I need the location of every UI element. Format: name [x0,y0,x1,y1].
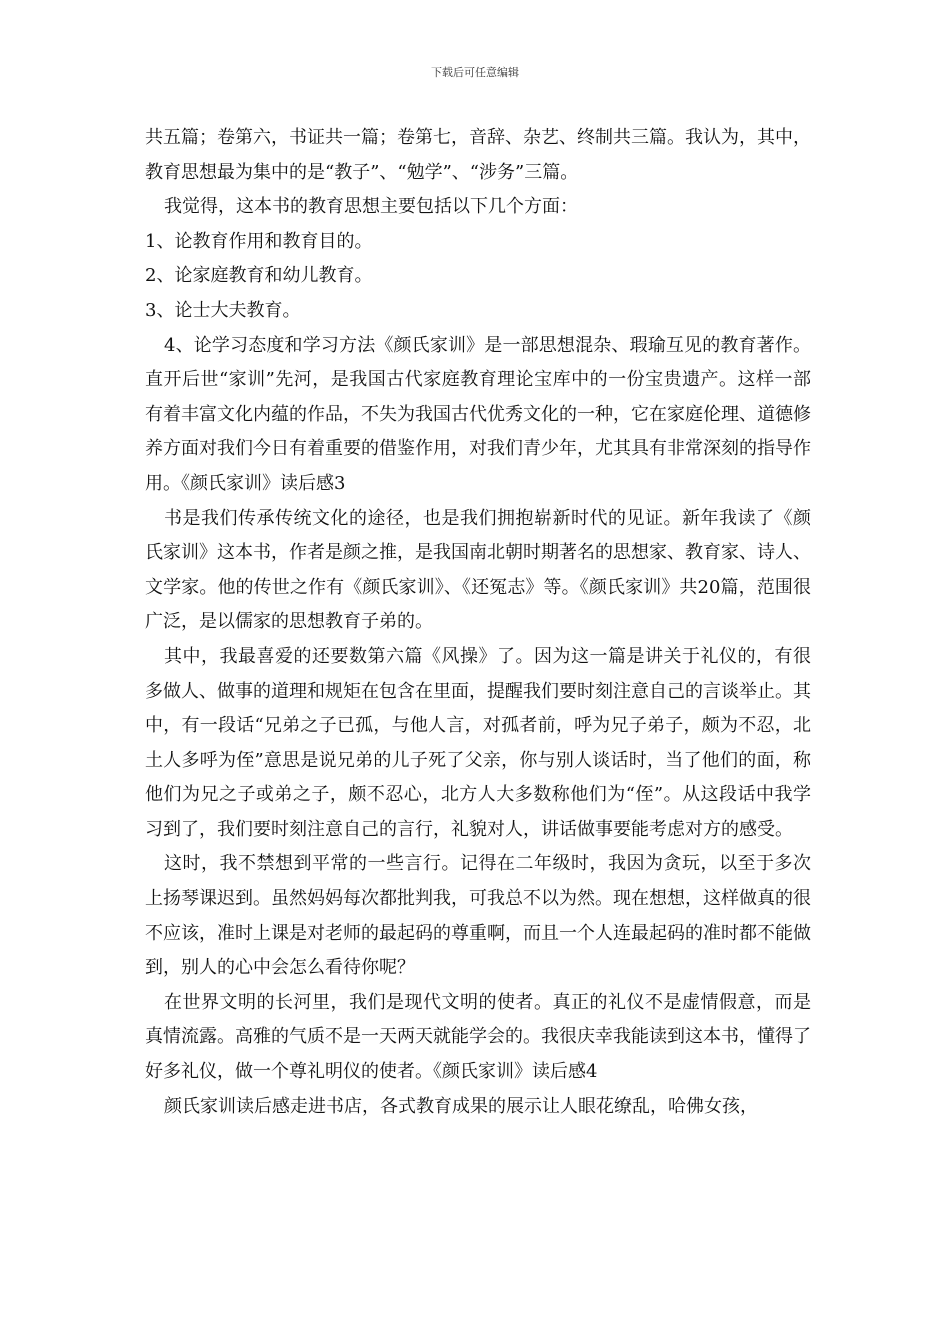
paragraph: 我觉得，这本书的教育思想主要包括以下几个方面： [164,196,578,218]
list-item: 1、论教育作用和教育目的。 [145,230,373,252]
page-header: 下载后可任意编辑 [431,66,519,79]
document-body [145,121,811,1124]
paragraph: 4、论学习态度和学习方法《颜氏家训》是一部思想混杂、瑕瑜互见的教育著作。直开后世“家训”先河，是我国古代家庭教育理论宝库中的一份宝贵遗产。这样一部有着丰富文化内蕴的作品，不失为我国古代优秀文化的一种，它在家庭伦理、道德修养方面对我们今日有着重要的借鉴作用，对我们青少年，尤其具有非常深刻的指导作用。《颜氏家训》读后感3 [145,334,811,494]
list-item: 3、论士大夫教育。 [145,299,301,321]
paragraph: 共五篇；卷第六，书证共一篇；卷第七，音辞、杂艺、终制共三篇。我认为，其中，教育思想最为集中的是“教子”、“勉学”、“涉务”三篇。 [145,127,811,183]
paragraph: 书是我们传承传统文化的途径，也是我们拥抱崭新时代的见证。新年我读了《颜氏家训》这本书，作者是颜之推，是我国南北朝时期著名的思想家、教育家、诗人、文学家。他的传世之作有《颜氏家训》、《还冤志》等。《颜氏家训》共20篇，范围很广泛，是以儒家的思想教育子弟的。 [145,507,811,633]
paragraph: 这时，我不禁想到平常的一些言行。记得在二年级时，我因为贪玩，以至于多次上扬琴课迟到。虽然妈妈每次都批判我，可我总不以为然。现在想想，这样做真的很不应该，准时上课是对老师的最起码的尊重啊，而且一个人连最起码的准时都不能做到，别人的心中会怎么看待你呢？ [145,853,811,979]
paragraph: 颜氏家训读后感走进书店，各式教育成果的展示让人眼花缭乱，哈佛女孩， [164,1095,758,1117]
paragraph: 其中，我最喜爱的还要数第六篇《风操》了。因为这一篇是讲关于礼仪的，有很多做人、做事的道理和规矩在包含在里面，提醒我们要时刻注意自己的言谈举止。其中，有一段话“兄弟之子已孤，与他人言，对孤者前，呼为兄子弟子，颇为不忍，北土人多呼为侄”意思是说兄弟的儿子死了父亲，你与别人谈话时，当了他们的面，称他们为兄之子或弟之子，颇不忍心，北方人大多数称他们为“侄”。从这段话中我学习到了，我们要时刻注意自己的言行，礼貌对人，讲话做事要能考虑对方的感受。 [145,645,811,840]
paragraph: 在世界文明的长河里，我们是现代文明的使者。真正的礼仪不是虚情假意，而是真情流露。高雅的气质不是一天两天就能学会的。我很庆幸我能读到这本书，懂得了好多礼仪，做一个尊礼明仪的使者。《颜氏家训》读后感4 [145,991,811,1083]
list-item: 2、论家庭教育和幼儿教育。 [145,265,373,287]
